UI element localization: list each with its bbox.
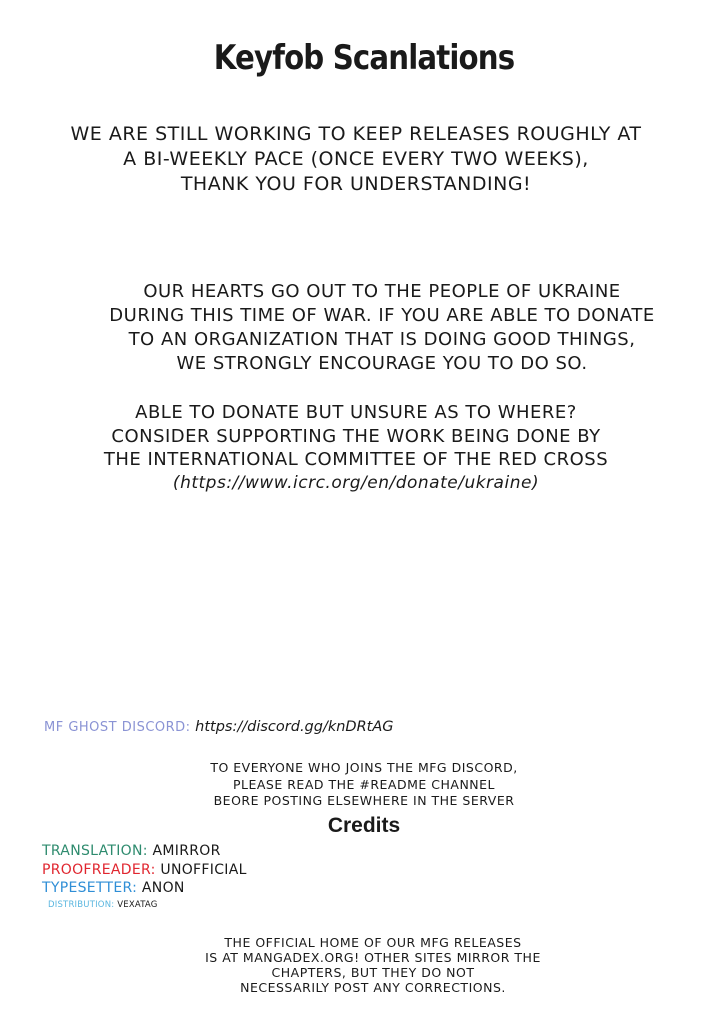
discord-label: MF GHOST DISCORD: [44, 720, 191, 735]
credit-typesetter [42, 879, 247, 898]
schedule-note-line: WE ARE STILL WORKING TO KEEP RELEASES ROUGHLY AT [70, 123, 642, 145]
credit-proofreader [42, 861, 247, 880]
translation-value: AMIRROR [152, 843, 221, 859]
distribution-label: DISTRIBUTION: [48, 899, 115, 910]
footer-note-line: IS AT MANGADEX.ORG! OTHER SITES MIRROR THE [205, 950, 541, 965]
discord-notice-line: BEORE POSTING ELSEWHERE IN THE SERVER [213, 793, 515, 808]
credit-distribution [48, 898, 247, 912]
donate-note-line: THE INTERNATIONAL COMMITTEE OF THE RED CROSS [103, 449, 609, 470]
typesetter-label: TYPESETTER: [42, 880, 138, 896]
schedule-note [0, 122, 712, 197]
donate-note [0, 401, 712, 495]
ukraine-note-line: WE STRONGLY ENCOURAGE YOU TO DO SO. [176, 353, 588, 374]
schedule-note-line: THANK YOU FOR UNDERSTANDING! [180, 173, 532, 195]
footer-note-line: THE OFFICIAL HOME OF OUR MFG RELEASES [224, 935, 522, 950]
discord-notice-line: TO EVERYONE WHO JOINS THE MFG DISCORD, [210, 760, 518, 775]
ukraine-note-line: DURING THIS TIME OF WAR. IF YOU ARE ABLE TO DONATE [109, 305, 655, 326]
discord-notice [0, 760, 728, 810]
credit-translation [42, 842, 247, 861]
discord-line [44, 719, 394, 735]
donate-note-line: CONSIDER SUPPORTING THE WORK BEING DONE BY [111, 425, 601, 447]
footer-note [0, 935, 728, 995]
ukraine-note-line: OUR HEARTS GO OUT TO THE PEOPLE OF UKRAINE [143, 281, 621, 302]
footer-note-line: NECESSARILY POST ANY CORRECTIONS. [240, 980, 506, 995]
donate-url-line [0, 472, 712, 496]
credits-heading: Credits [327, 814, 401, 837]
footer-note-line: CHAPTERS, BUT THEY DO NOT [271, 965, 475, 980]
ukraine-note [22, 280, 728, 376]
url-close-paren: ) [531, 472, 540, 493]
credits-list [42, 842, 247, 912]
discord-link[interactable]: https://discord.gg/knDRtAG [195, 719, 394, 735]
schedule-note-line: A BI-WEEKLY PACE (ONCE EVERY TWO WEEKS), [123, 148, 589, 170]
page-title: Keyfob Scanlations [213, 38, 515, 78]
proofreader-value: UNOFFICIAL [160, 861, 247, 878]
discord-notice-line: PLEASE READ THE #README CHANNEL [232, 776, 496, 792]
donate-note-line: ABLE TO DONATE BUT UNSURE AS TO WHERE? [135, 402, 577, 423]
translation-label: TRANSLATION: [42, 843, 148, 859]
ukraine-note-line: TO AN ORGANIZATION THAT IS DOING GOOD THINGS, [128, 329, 636, 350]
distribution-value: VEXATAG [117, 899, 158, 910]
url-open-paren: ( [172, 472, 181, 493]
donate-url-link[interactable]: https://www.icrc.org/en/donate/ukraine [180, 472, 532, 493]
typesetter-value: ANON [141, 880, 185, 896]
proofreader-label: PROOFREADER: [42, 861, 156, 878]
